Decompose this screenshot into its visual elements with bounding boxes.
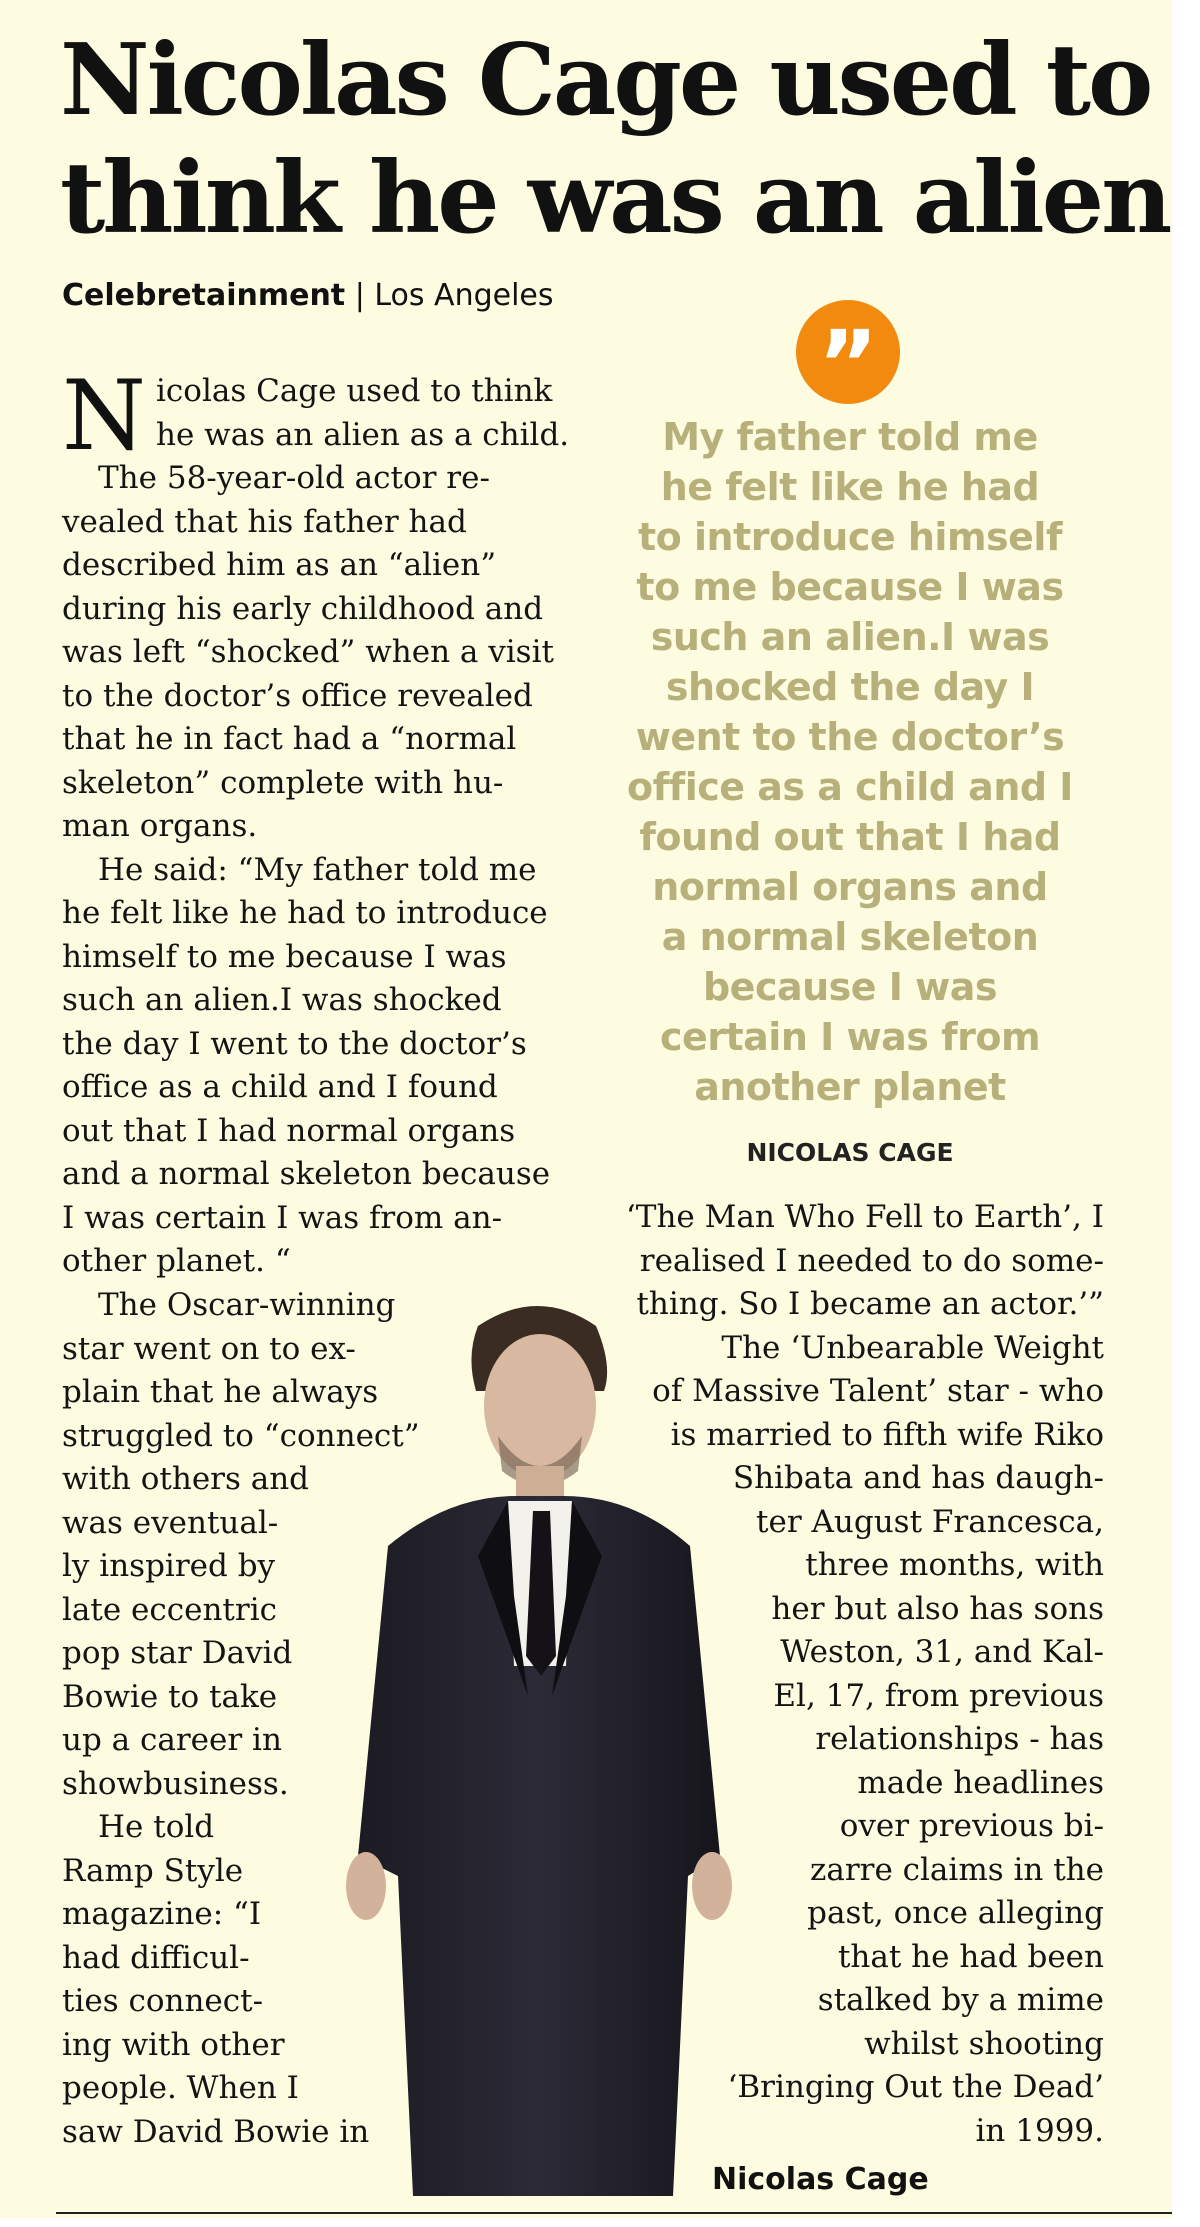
pull-quote-line: found out that I had xyxy=(639,815,1061,859)
article-line: El, 17, from previous xyxy=(773,1677,1104,1714)
pull-quote-line: to introduce himself xyxy=(638,515,1062,559)
byline-separator: | xyxy=(354,278,365,313)
article-line: late eccentric xyxy=(62,1591,277,1628)
drop-cap: N xyxy=(62,360,146,472)
article-line: The Oscar-winning xyxy=(98,1287,396,1323)
article-line: whilst shooting xyxy=(864,2025,1104,2062)
article-line: The ‘Unbearable Weight xyxy=(721,1329,1104,1366)
article-line: The 58-year-old actor re- xyxy=(98,460,490,496)
article-line: vealed that his father had xyxy=(62,503,467,540)
article-line: ‘The Man Who Fell to Earth’, I xyxy=(625,1199,1104,1235)
article-line: realised I needed to do some- xyxy=(639,1242,1104,1279)
pull-quote-line: a normal skeleton xyxy=(661,915,1039,959)
article-line: plain that he always xyxy=(62,1374,379,1410)
headline-line-1: Nicolas Cage used to xyxy=(60,23,1151,138)
article-line: in 1999. xyxy=(975,2112,1104,2149)
article-line: people. When I xyxy=(62,2070,299,2106)
article-line: pop star David xyxy=(62,1635,293,1671)
article-line: Bowie to take xyxy=(62,1678,278,1715)
pull-quote-line: certain I was from xyxy=(659,1015,1041,1059)
article-line: ly inspired by xyxy=(62,1548,276,1584)
article-line: himself to me because I was xyxy=(62,938,507,975)
article-line: described him as an “alien” xyxy=(62,547,497,583)
article-line: such an alien.I was shocked xyxy=(62,982,502,1018)
article-line: three months, with xyxy=(805,1547,1104,1583)
article-line: Shibata and has daugh- xyxy=(732,1460,1104,1496)
pull-quote-line: another planet xyxy=(694,1065,1006,1109)
article-line: zarre claims in the xyxy=(810,1851,1104,1888)
article-line: to the doctor’s office revealed xyxy=(62,677,533,714)
bottom-rule xyxy=(56,2212,1172,2214)
article-line: he was an alien as a child. xyxy=(156,416,570,453)
article-line: that he in fact had a “normal xyxy=(62,721,517,757)
pull-quote-line: My father told me xyxy=(662,415,1038,459)
article-line: stalked by a mime xyxy=(817,1982,1104,2018)
article-line: up a career in xyxy=(62,1722,282,1758)
quote-icon: ” xyxy=(796,300,900,404)
pull-quote-line: shocked the day I xyxy=(665,665,1035,709)
article-line: over previous bi- xyxy=(839,1808,1104,1844)
article-line: He said: “My father told me xyxy=(98,851,537,888)
pull-quote xyxy=(612,412,1088,1112)
pull-quote-line: normal organs and xyxy=(652,865,1048,909)
article-line: relationships - has xyxy=(815,1721,1104,1757)
article-column-left xyxy=(62,360,570,1284)
pull-quote-author: NICOLAS CAGE xyxy=(746,1138,954,1167)
article-line: icolas Cage used to think xyxy=(156,373,553,409)
headline xyxy=(60,22,1170,258)
pull-quote-line: to me because I was xyxy=(636,565,1064,609)
article-line: struggled to “connect” xyxy=(62,1417,420,1454)
article-line: past, once alleging xyxy=(807,1895,1104,1931)
article-line: that he had been xyxy=(837,1938,1104,1975)
article-left-upper xyxy=(62,360,570,1284)
article-line: Weston, 31, and Kal- xyxy=(780,1634,1104,1670)
pull-quote-line: such an alien.I was xyxy=(650,615,1050,659)
pull-quote-line: office as a child and I xyxy=(627,765,1073,809)
article-line: Ramp Style xyxy=(62,1852,244,1889)
article-line: out that I had normal organs xyxy=(62,1112,516,1149)
article-line: saw David Bowie in xyxy=(62,2113,370,2150)
article-line: and a normal skeleton because xyxy=(62,1156,551,1192)
pull-quote-line: went to the doctor’s xyxy=(635,715,1065,759)
pull-quote-line: because I was xyxy=(702,965,998,1009)
article-line: man organs. xyxy=(62,808,258,844)
article-line: with others and xyxy=(62,1461,310,1497)
photo-caption: Nicolas Cage xyxy=(712,2162,929,2197)
article-line: ter August Francesca, xyxy=(756,1503,1104,1540)
article-line: I was certain I was from an- xyxy=(62,1199,503,1236)
article-line: star went on to ex- xyxy=(62,1330,356,1367)
article-line: showbusiness. xyxy=(62,1765,289,1802)
article-line: is married to fifth wife Riko xyxy=(670,1416,1104,1453)
article-line: was eventual- xyxy=(62,1504,279,1541)
article-line: her but also has sons xyxy=(771,1590,1104,1627)
article-line: ‘Bringing Out the Dead’ xyxy=(727,2069,1104,2105)
article-line: skeleton” complete with hu- xyxy=(62,764,504,801)
article-line: of Massive Talent’ star - who xyxy=(652,1373,1104,1409)
article-line: during his early childhood and xyxy=(62,590,544,627)
byline-location: Los Angeles xyxy=(374,278,554,313)
article-line: the day I went to the doctor’s xyxy=(62,1025,527,1062)
pull-quote-line: he felt like he had xyxy=(660,465,1040,509)
byline-source: Celebretainment xyxy=(62,278,346,313)
article-line: other planet. “ xyxy=(62,1243,291,1279)
article-line: office as a child and I found xyxy=(62,1069,498,1105)
article-line: was left “shocked” when a visit xyxy=(62,634,554,670)
article-line: he felt like he had to introduce xyxy=(62,895,548,931)
headline-line-2: think he was an alien xyxy=(60,141,1170,256)
article-line: ties connect- xyxy=(62,1983,264,2019)
article-line: He told xyxy=(98,1809,215,1845)
article-line: ing with other xyxy=(62,2026,285,2063)
article-line: made headlines xyxy=(857,1764,1104,1801)
byline xyxy=(62,278,554,313)
nicolas-cage-photo xyxy=(328,1296,748,2206)
article-line: thing. So I became an actor.’” xyxy=(636,1286,1104,1322)
article-line: magazine: “I xyxy=(62,1896,262,1932)
article-line: had difficul- xyxy=(62,1939,250,1976)
